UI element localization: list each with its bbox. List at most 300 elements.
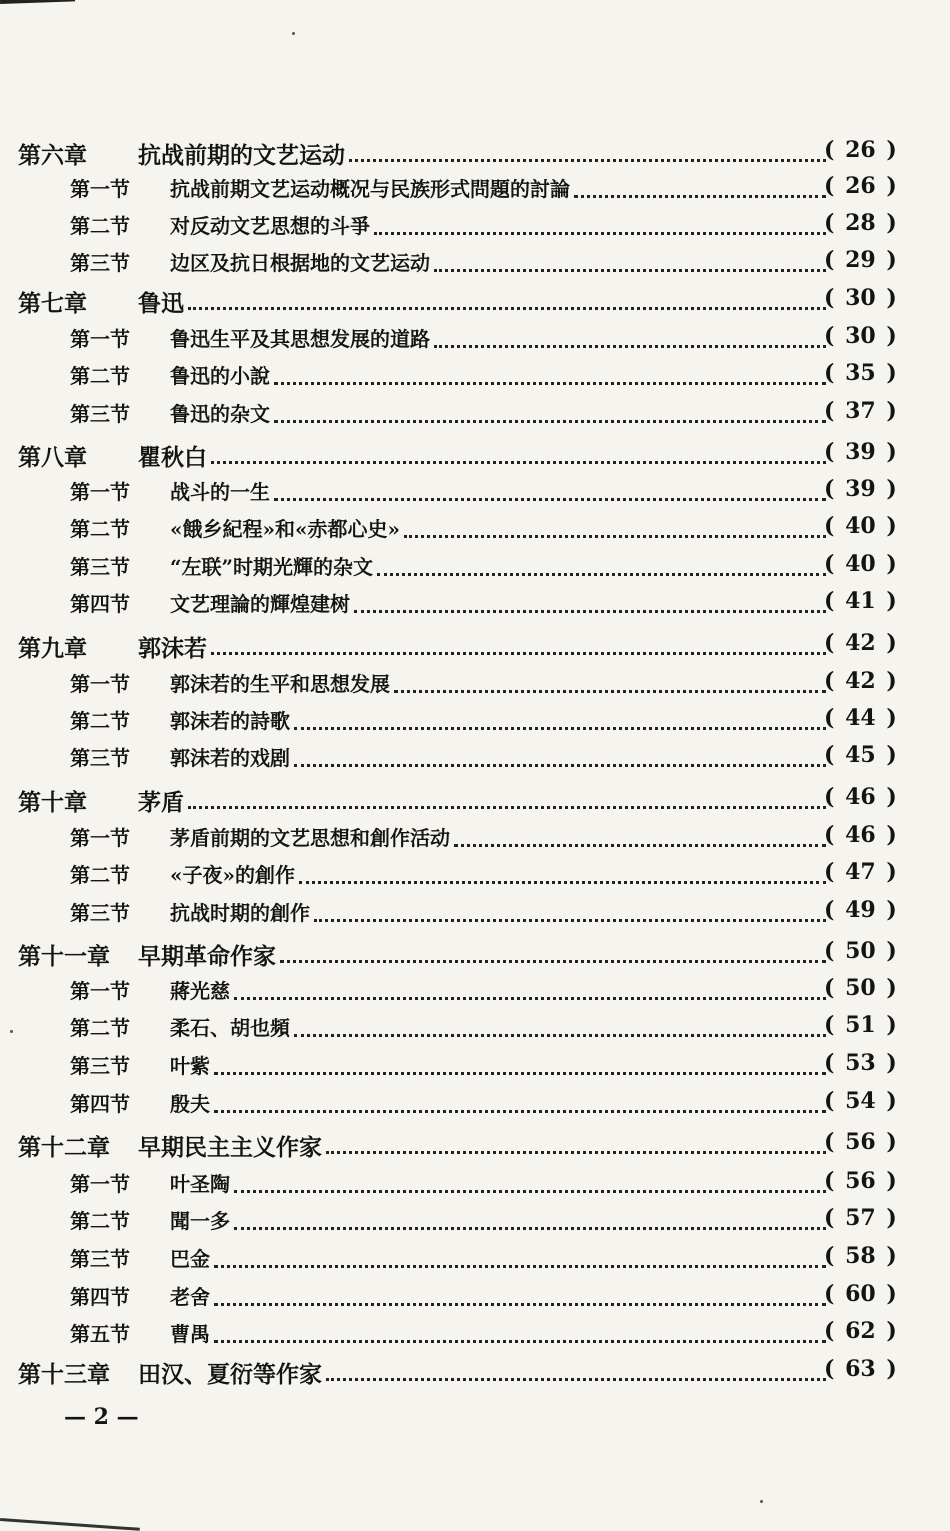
page-ref — [824, 1205, 934, 1231]
page-ref — [824, 822, 934, 848]
page-ref — [824, 551, 934, 577]
section-number: 第二节 — [70, 364, 130, 388]
paren-open: ( — [824, 398, 835, 424]
section-number: 第三节 — [70, 555, 130, 579]
entry-label — [18, 439, 207, 472]
toc-section-entry — [0, 323, 950, 359]
dot-leader — [394, 668, 826, 693]
entry-label — [70, 1281, 210, 1310]
paren-open: ( — [824, 822, 835, 848]
toc-chapter-entry — [0, 1129, 950, 1165]
entry-label — [70, 668, 390, 697]
dot-leader — [294, 1012, 826, 1037]
section-number: 第一节 — [70, 480, 130, 504]
toc-section-entry — [0, 1050, 950, 1086]
page-number-ref: 45 — [845, 742, 876, 768]
entry-label — [70, 1012, 290, 1041]
paren-open: ( — [824, 247, 835, 273]
paren-close: ) — [886, 742, 897, 768]
chapter-number: 第九章 — [18, 635, 87, 662]
section-title: 曹禺 — [170, 1322, 210, 1346]
toc-section-entry — [0, 668, 950, 704]
page-ref — [824, 398, 934, 424]
dot-leader — [188, 285, 826, 310]
paren-close: ) — [886, 1205, 897, 1231]
paren-open: ( — [824, 551, 835, 577]
chapter-number: 第七章 — [18, 290, 87, 317]
toc-section-entry — [0, 551, 950, 587]
entry-label — [70, 173, 570, 202]
paren-open: ( — [824, 210, 835, 236]
paren-close: ) — [886, 210, 897, 236]
chapter-number: 第十三章 — [18, 1361, 110, 1388]
page-ref — [824, 1356, 934, 1382]
page-ref — [824, 513, 934, 539]
toc-chapter-entry — [0, 784, 950, 820]
dot-leader — [294, 742, 826, 767]
section-title: 边区及抗日根据地的文艺运动 — [170, 251, 430, 275]
section-title: 巴金 — [170, 1247, 210, 1271]
scan-speck — [292, 32, 295, 35]
section-title: 鲁迅的杂文 — [170, 402, 270, 426]
paren-close: ) — [886, 360, 897, 386]
section-title: 抗战前期文艺运动概况与民族形式問題的討論 — [170, 177, 570, 201]
section-title: 老舍 — [170, 1285, 210, 1309]
toc-section-entry — [0, 1205, 950, 1241]
paren-close: ) — [886, 439, 897, 465]
page-ref — [824, 1281, 934, 1307]
page-ref — [824, 742, 934, 768]
page-number: — 2 — — [64, 1404, 139, 1430]
chapter-number: 第六章 — [18, 142, 87, 169]
section-title: 抗战时期的創作 — [170, 901, 310, 925]
paren-open: ( — [824, 323, 835, 349]
dot-leader — [377, 551, 826, 576]
page-ref — [824, 285, 934, 311]
entry-label — [18, 285, 184, 318]
entry-label — [70, 476, 270, 505]
toc-section-entry — [0, 705, 950, 741]
page-ref — [824, 1012, 934, 1038]
page-number-ref: 62 — [845, 1318, 876, 1344]
paren-open: ( — [824, 1012, 835, 1038]
paren-open: ( — [824, 360, 835, 386]
page-number-ref: 26 — [845, 137, 876, 163]
scan-speck — [760, 1500, 763, 1503]
section-title: 文艺理論的輝煌建树 — [170, 592, 350, 616]
toc-chapter-entry — [0, 630, 950, 666]
toc-section-entry — [0, 897, 950, 933]
toc-chapter-entry — [0, 1356, 950, 1392]
entry-label — [70, 210, 370, 239]
toc-section-entry — [0, 173, 950, 209]
dot-leader — [374, 210, 826, 235]
paren-open: ( — [824, 784, 835, 810]
section-number: 第一节 — [70, 672, 130, 696]
section-title: 聞一多 — [170, 1209, 230, 1233]
page-number-ref: 56 — [845, 1168, 876, 1194]
entry-label — [70, 859, 295, 888]
paren-close: ) — [886, 513, 897, 539]
page-ref — [824, 439, 934, 465]
toc-section-entry — [0, 398, 950, 434]
section-title: 战斗的一生 — [170, 480, 270, 504]
entry-label — [70, 742, 290, 771]
toc-section-entry — [0, 476, 950, 512]
section-title: 殷夫 — [170, 1092, 210, 1116]
entry-label — [70, 1318, 210, 1347]
section-title: 鲁迅生平及其思想发展的道路 — [170, 327, 430, 351]
paren-close: ) — [886, 784, 897, 810]
page-number-ref: 40 — [845, 551, 876, 577]
toc-section-entry — [0, 859, 950, 895]
entry-label — [70, 822, 450, 851]
dot-leader — [280, 938, 826, 963]
page-number-ref: 29 — [845, 247, 876, 273]
paren-close: ) — [886, 247, 897, 273]
paren-close: ) — [886, 323, 897, 349]
paren-open: ( — [824, 1243, 835, 1269]
entry-label — [70, 1243, 210, 1272]
section-title: «子夜»的創作 — [170, 863, 295, 887]
page-number-ref: 46 — [845, 784, 876, 810]
toc-chapter-entry — [0, 938, 950, 974]
page-ref — [824, 360, 934, 386]
paren-close: ) — [886, 1129, 897, 1155]
section-number: 第三节 — [70, 402, 130, 426]
toc-chapter-entry — [0, 285, 950, 321]
paren-close: ) — [886, 1050, 897, 1076]
paren-open: ( — [824, 439, 835, 465]
chapter-title: 鲁迅 — [138, 290, 184, 317]
paren-close: ) — [886, 1168, 897, 1194]
section-title: 柔石、胡也頻 — [170, 1016, 290, 1040]
dot-leader — [434, 247, 826, 272]
entry-label — [70, 588, 350, 617]
toc-section-entry — [0, 822, 950, 858]
page-ref — [824, 210, 934, 236]
paren-close: ) — [886, 630, 897, 656]
section-number: 第二节 — [70, 709, 130, 733]
page-ref — [824, 173, 934, 199]
dot-leader — [314, 897, 826, 922]
paren-close: ) — [886, 1281, 897, 1307]
section-number: 第四节 — [70, 1285, 130, 1309]
page-number-ref: 39 — [845, 476, 876, 502]
paren-open: ( — [824, 975, 835, 1001]
section-number: 第三节 — [70, 1054, 130, 1078]
section-number: 第一节 — [70, 979, 130, 1003]
section-title: 叶紫 — [170, 1054, 210, 1078]
scan-mark-top — [0, 0, 75, 4]
entry-label — [70, 513, 400, 542]
toc-section-entry — [0, 742, 950, 778]
dot-leader — [214, 1318, 826, 1343]
section-title: 对反动文艺思想的斗爭 — [170, 214, 370, 238]
section-number: 第二节 — [70, 1209, 130, 1233]
toc-section-entry — [0, 360, 950, 396]
paren-open: ( — [824, 1168, 835, 1194]
entry-label — [70, 247, 430, 276]
paren-open: ( — [824, 668, 835, 694]
page-number-ref: 50 — [845, 938, 876, 964]
section-title: 鲁迅的小說 — [170, 364, 270, 388]
paren-close: ) — [886, 897, 897, 923]
paren-open: ( — [824, 1318, 835, 1344]
page-ref — [824, 323, 934, 349]
entry-label — [70, 705, 290, 734]
paren-open: ( — [824, 705, 835, 731]
paren-close: ) — [886, 1243, 897, 1269]
dot-leader — [349, 137, 826, 162]
dot-leader — [354, 588, 826, 613]
paren-close: ) — [886, 588, 897, 614]
entry-label — [70, 398, 270, 427]
page-ref — [824, 897, 934, 923]
page-number-ref: 28 — [845, 210, 876, 236]
entry-label — [70, 897, 310, 926]
page-number-ref: 39 — [845, 439, 876, 465]
chapter-title: 瞿秋白 — [138, 444, 207, 471]
paren-open: ( — [824, 1281, 835, 1307]
page-ref — [824, 247, 934, 273]
entry-label — [70, 1050, 210, 1079]
page-ref — [824, 588, 934, 614]
paren-open: ( — [824, 742, 835, 768]
page-ref — [824, 630, 934, 656]
section-title: 郭沫若的詩歌 — [170, 709, 290, 733]
page-number-ref: 57 — [845, 1205, 876, 1231]
section-title: 蔣光慈 — [170, 979, 230, 1003]
entry-label — [70, 360, 270, 389]
dot-leader — [274, 360, 826, 385]
paren-open: ( — [824, 173, 835, 199]
paren-open: ( — [824, 1205, 835, 1231]
dot-leader — [214, 1050, 826, 1075]
toc-chapter-entry — [0, 439, 950, 475]
dot-leader — [299, 859, 826, 884]
paren-close: ) — [886, 1088, 897, 1114]
entry-label — [18, 1356, 322, 1389]
paren-open: ( — [824, 630, 835, 656]
page-number-ref: 26 — [845, 173, 876, 199]
section-number: 第三节 — [70, 746, 130, 770]
section-number: 第四节 — [70, 1092, 130, 1116]
toc-section-entry — [0, 1088, 950, 1124]
paren-close: ) — [886, 705, 897, 731]
section-number: 第一节 — [70, 1172, 130, 1196]
section-number: 第三节 — [70, 901, 130, 925]
page-number-ref: 30 — [845, 323, 876, 349]
page-ref — [824, 668, 934, 694]
chapter-number: 第八章 — [18, 444, 87, 471]
page-number-ref: 41 — [845, 588, 876, 614]
paren-close: ) — [886, 551, 897, 577]
toc-section-entry — [0, 1318, 950, 1354]
page-ref — [824, 705, 934, 731]
chapter-title: 早期革命作家 — [138, 943, 276, 970]
section-number: 第一节 — [70, 826, 130, 850]
section-number: 第三节 — [70, 1247, 130, 1271]
dot-leader — [234, 975, 826, 1000]
dot-leader — [211, 439, 826, 464]
paren-close: ) — [886, 173, 897, 199]
paren-open: ( — [824, 588, 835, 614]
dot-leader — [434, 323, 826, 348]
page-number-ref: 35 — [845, 360, 876, 386]
dot-leader — [211, 630, 826, 655]
section-title: 叶圣陶 — [170, 1172, 230, 1196]
paren-close: ) — [886, 938, 897, 964]
dot-leader — [574, 173, 826, 198]
section-number: 第二节 — [70, 863, 130, 887]
page-ref — [824, 476, 934, 502]
chapter-title: 茅盾 — [138, 789, 184, 816]
section-number: 第二节 — [70, 214, 130, 238]
toc-section-entry — [0, 1012, 950, 1048]
paren-open: ( — [824, 1088, 835, 1114]
entry-label — [70, 323, 430, 352]
entry-label — [18, 938, 276, 971]
paren-open: ( — [824, 513, 835, 539]
page-ref — [824, 137, 934, 163]
chapter-title: 郭沫若 — [138, 635, 207, 662]
paren-close: ) — [886, 822, 897, 848]
paren-open: ( — [824, 285, 835, 311]
page-ref — [824, 938, 934, 964]
toc-section-entry — [0, 1281, 950, 1317]
page-ref — [824, 1050, 934, 1076]
toc-section-entry — [0, 1168, 950, 1204]
paren-close: ) — [886, 859, 897, 885]
paren-open: ( — [824, 897, 835, 923]
paren-close: ) — [886, 668, 897, 694]
page-ref — [824, 1088, 934, 1114]
page-ref — [824, 1168, 934, 1194]
page-number-ref: 46 — [845, 822, 876, 848]
page-number-ref: 42 — [845, 668, 876, 694]
paren-open: ( — [824, 938, 835, 964]
section-number: 第五节 — [70, 1322, 130, 1346]
page-ref — [824, 1243, 934, 1269]
dot-leader — [214, 1243, 826, 1268]
paren-open: ( — [824, 137, 835, 163]
entry-label — [70, 975, 230, 1004]
dot-leader — [188, 784, 826, 809]
entry-label — [70, 1205, 230, 1234]
page-number-ref: 50 — [845, 975, 876, 1001]
paren-close: ) — [886, 975, 897, 1001]
page-number-ref: 30 — [845, 285, 876, 311]
dot-leader — [274, 398, 826, 423]
section-number: 第二节 — [70, 1016, 130, 1040]
paren-open: ( — [824, 1129, 835, 1155]
chapter-title: 田汉、夏衍等作家 — [138, 1361, 322, 1388]
page-number-ref: 42 — [845, 630, 876, 656]
page-number-ref: 58 — [845, 1243, 876, 1269]
section-number: 第一节 — [70, 327, 130, 351]
page-number-ref: 60 — [845, 1281, 876, 1307]
dot-leader — [294, 705, 826, 730]
entry-label — [18, 1129, 322, 1162]
dot-leader — [214, 1281, 826, 1306]
page-number-ref: 56 — [845, 1129, 876, 1155]
page-number-ref: 63 — [845, 1356, 876, 1382]
dot-leader — [234, 1205, 826, 1230]
paren-close: ) — [886, 1318, 897, 1344]
dot-leader — [404, 513, 826, 538]
dot-leader — [454, 822, 826, 847]
paren-close: ) — [886, 1356, 897, 1382]
dot-leader — [274, 476, 826, 501]
section-number: 第一节 — [70, 177, 130, 201]
paren-open: ( — [824, 859, 835, 885]
entry-label — [18, 137, 345, 170]
chapter-number: 第十一章 — [18, 943, 110, 970]
page-number-ref: 51 — [845, 1012, 876, 1038]
paren-open: ( — [824, 476, 835, 502]
page-ref — [824, 859, 934, 885]
toc-section-entry — [0, 1243, 950, 1279]
entry-label — [18, 630, 207, 663]
page-number-ref: 44 — [845, 705, 876, 731]
section-title: «餓乡紀程»和«赤都心史» — [170, 517, 400, 541]
section-title: 郭沫若的生平和思想发展 — [170, 672, 390, 696]
chapter-title: 早期民主主义作家 — [138, 1134, 322, 1161]
section-title: 郭沫若的戏剧 — [170, 746, 290, 770]
toc-section-entry — [0, 588, 950, 624]
toc-section-entry — [0, 513, 950, 549]
toc-chapter-entry — [0, 137, 950, 173]
page-ref — [824, 975, 934, 1001]
chapter-number: 第十章 — [18, 789, 87, 816]
page-ref — [824, 1318, 934, 1344]
paren-open: ( — [824, 1050, 835, 1076]
chapter-number: 第十二章 — [18, 1134, 110, 1161]
entry-label — [18, 784, 184, 817]
page-number-ref: 47 — [845, 859, 876, 885]
paren-close: ) — [886, 476, 897, 502]
paren-open: ( — [824, 1356, 835, 1382]
page-number-ref: 40 — [845, 513, 876, 539]
toc-section-entry — [0, 210, 950, 246]
section-number: 第四节 — [70, 592, 130, 616]
page-number-ref: 54 — [845, 1088, 876, 1114]
paren-close: ) — [886, 1012, 897, 1038]
entry-label — [70, 1168, 230, 1197]
page-ref — [824, 1129, 934, 1155]
chapter-title: 抗战前期的文艺运动 — [138, 142, 345, 169]
section-title: “左联”时期光輝的杂文 — [170, 555, 374, 579]
paren-close: ) — [886, 285, 897, 311]
paren-close: ) — [886, 137, 897, 163]
toc-section-entry — [0, 975, 950, 1011]
paren-close: ) — [886, 398, 897, 424]
page-number-ref: 53 — [845, 1050, 876, 1076]
dot-leader — [326, 1356, 826, 1381]
dot-leader — [326, 1129, 826, 1154]
entry-label — [70, 551, 373, 580]
section-number: 第二节 — [70, 517, 130, 541]
page-number-ref: 37 — [845, 398, 876, 424]
dot-leader — [234, 1168, 826, 1193]
section-number: 第三节 — [70, 251, 130, 275]
toc-section-entry — [0, 247, 950, 283]
page-ref — [824, 784, 934, 810]
section-title: 茅盾前期的文艺思想和創作活动 — [170, 826, 450, 850]
entry-label — [70, 1088, 210, 1117]
page-number-ref: 49 — [845, 897, 876, 923]
